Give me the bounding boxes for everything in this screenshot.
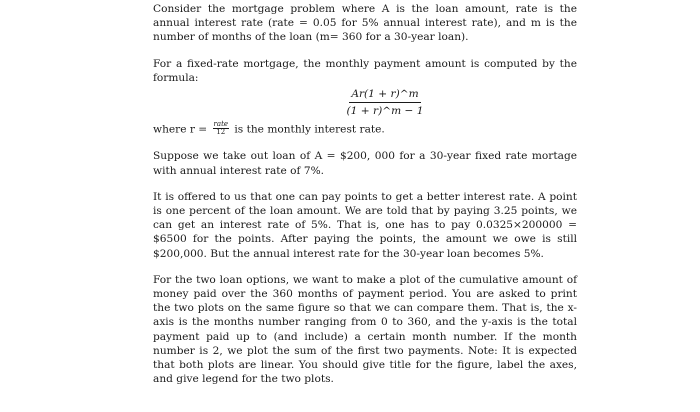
formula-numerator: Ar(1 + r)^m: [349, 87, 420, 103]
paragraph-formula-intro: For a fixed-rate mortgage, the monthly payment amount is computed by the formula:: [153, 57, 577, 84]
paragraph-points: It is offered to us that one can pay points to get a better interest rate. A point is one percent of the loan amount. We are told that by paying 3.25 points, we can get an interest rate of 5%. That is, one has to pay 0.0325×200000 = $6500 for the points. After paying the points, the amount we owe is still $200,000. But the annual interest rate for the 30-year loan becomes 5%.: [153, 190, 577, 260]
where-prefix: where r =: [153, 123, 208, 136]
where-suffix: is the monthly interest rate.: [234, 123, 385, 136]
formula-denominator: (1 + r)^m − 1: [346, 105, 424, 118]
formula-fraction: [347, 87, 424, 118]
paragraph-intro: Consider the mortgage problem where A is the loan amount, rate is the annual interest rate (rate = 0.05 for 5% annual interest rate), and m is the number of months of the loan (m= 360 for a 30-year loan).: [153, 3, 577, 44]
problem-text: [153, 0, 577, 386]
rate-frac-den: 12: [216, 128, 226, 137]
paragraph-plot-task: For the two loan options, we want to make a plot of the cumulative amount of money paid over the 360 months of payment period. You are asked to print the two plots on the same figure so that we can compare them. That is, the x-axis is the months number ranging from 0 to 360, and the y-axis is the total payment paid up to (and include) a certain month number. If the month number is 2, we plot the sum of the first two payments. Note: It is expected that both plots are linear. You should give title for the figure, label the axes, and give legend for the two plots.: [153, 273, 577, 386]
rate-definition: [153, 122, 577, 137]
payment-formula: [193, 87, 577, 118]
paragraph-loan: Suppose we take out loan of A = $200, 000 for a 30-year fixed rate mortage with annual interest rate of 7%.: [153, 150, 577, 177]
rate-over-12: [213, 121, 229, 136]
rate-frac-num: rate: [213, 120, 229, 129]
